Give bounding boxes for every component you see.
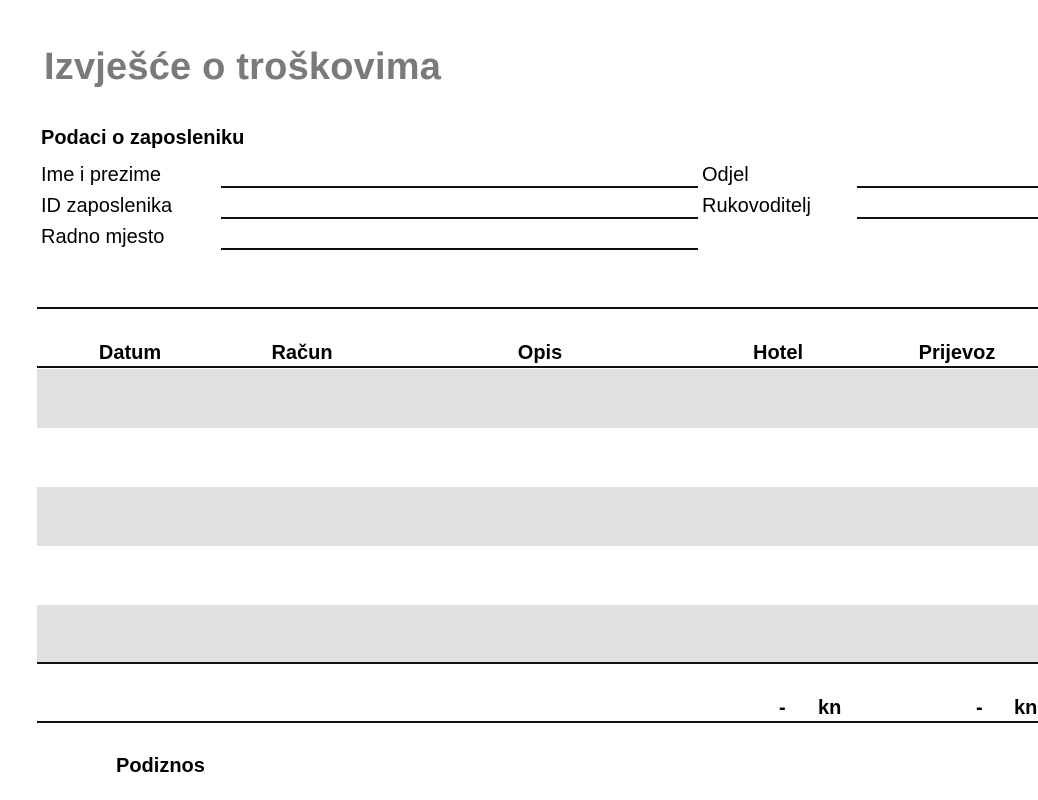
total-transport-amount: -	[976, 697, 983, 719]
total-transport-currency: kn	[1014, 697, 1038, 719]
table-row[interactable]	[37, 605, 1038, 664]
field-input-manager[interactable]	[857, 217, 1038, 219]
table-row[interactable]	[37, 546, 1038, 605]
column-header-date: Datum	[98, 342, 162, 364]
table-top-rule	[37, 307, 1038, 309]
table-row[interactable]	[37, 369, 1038, 428]
table-bottom-rule	[37, 662, 1038, 664]
field-label-employee-id: ID zaposlenika	[41, 195, 173, 217]
field-input-employee-id[interactable]	[221, 217, 698, 219]
document-title: Izvješće o troškovima	[44, 46, 442, 88]
column-header-description: Opis	[517, 342, 563, 364]
field-input-job-title[interactable]	[221, 248, 698, 250]
field-input-department[interactable]	[857, 186, 1038, 188]
total-hotel-currency: kn	[818, 697, 842, 719]
table-row[interactable]	[37, 428, 1038, 487]
table-row[interactable]	[37, 487, 1038, 546]
field-label-department: Odjel	[702, 164, 749, 186]
field-label-manager: Rukovoditelj	[702, 195, 811, 217]
totals-bottom-rule	[37, 721, 1038, 723]
column-header-receipt: Račun	[271, 342, 333, 364]
field-input-full-name[interactable]	[221, 186, 698, 188]
employee-section-heading: Podaci o zaposleniku	[41, 127, 245, 149]
total-hotel-amount: -	[779, 697, 786, 719]
field-label-full-name: Ime i prezime	[41, 164, 162, 186]
subtotal-label: Podiznos	[116, 755, 205, 777]
column-header-hotel: Hotel	[753, 342, 803, 364]
field-label-job-title: Radno mjesto	[41, 226, 165, 248]
column-header-transport: Prijevoz	[918, 342, 996, 364]
header-bottom-rule	[37, 366, 1038, 368]
